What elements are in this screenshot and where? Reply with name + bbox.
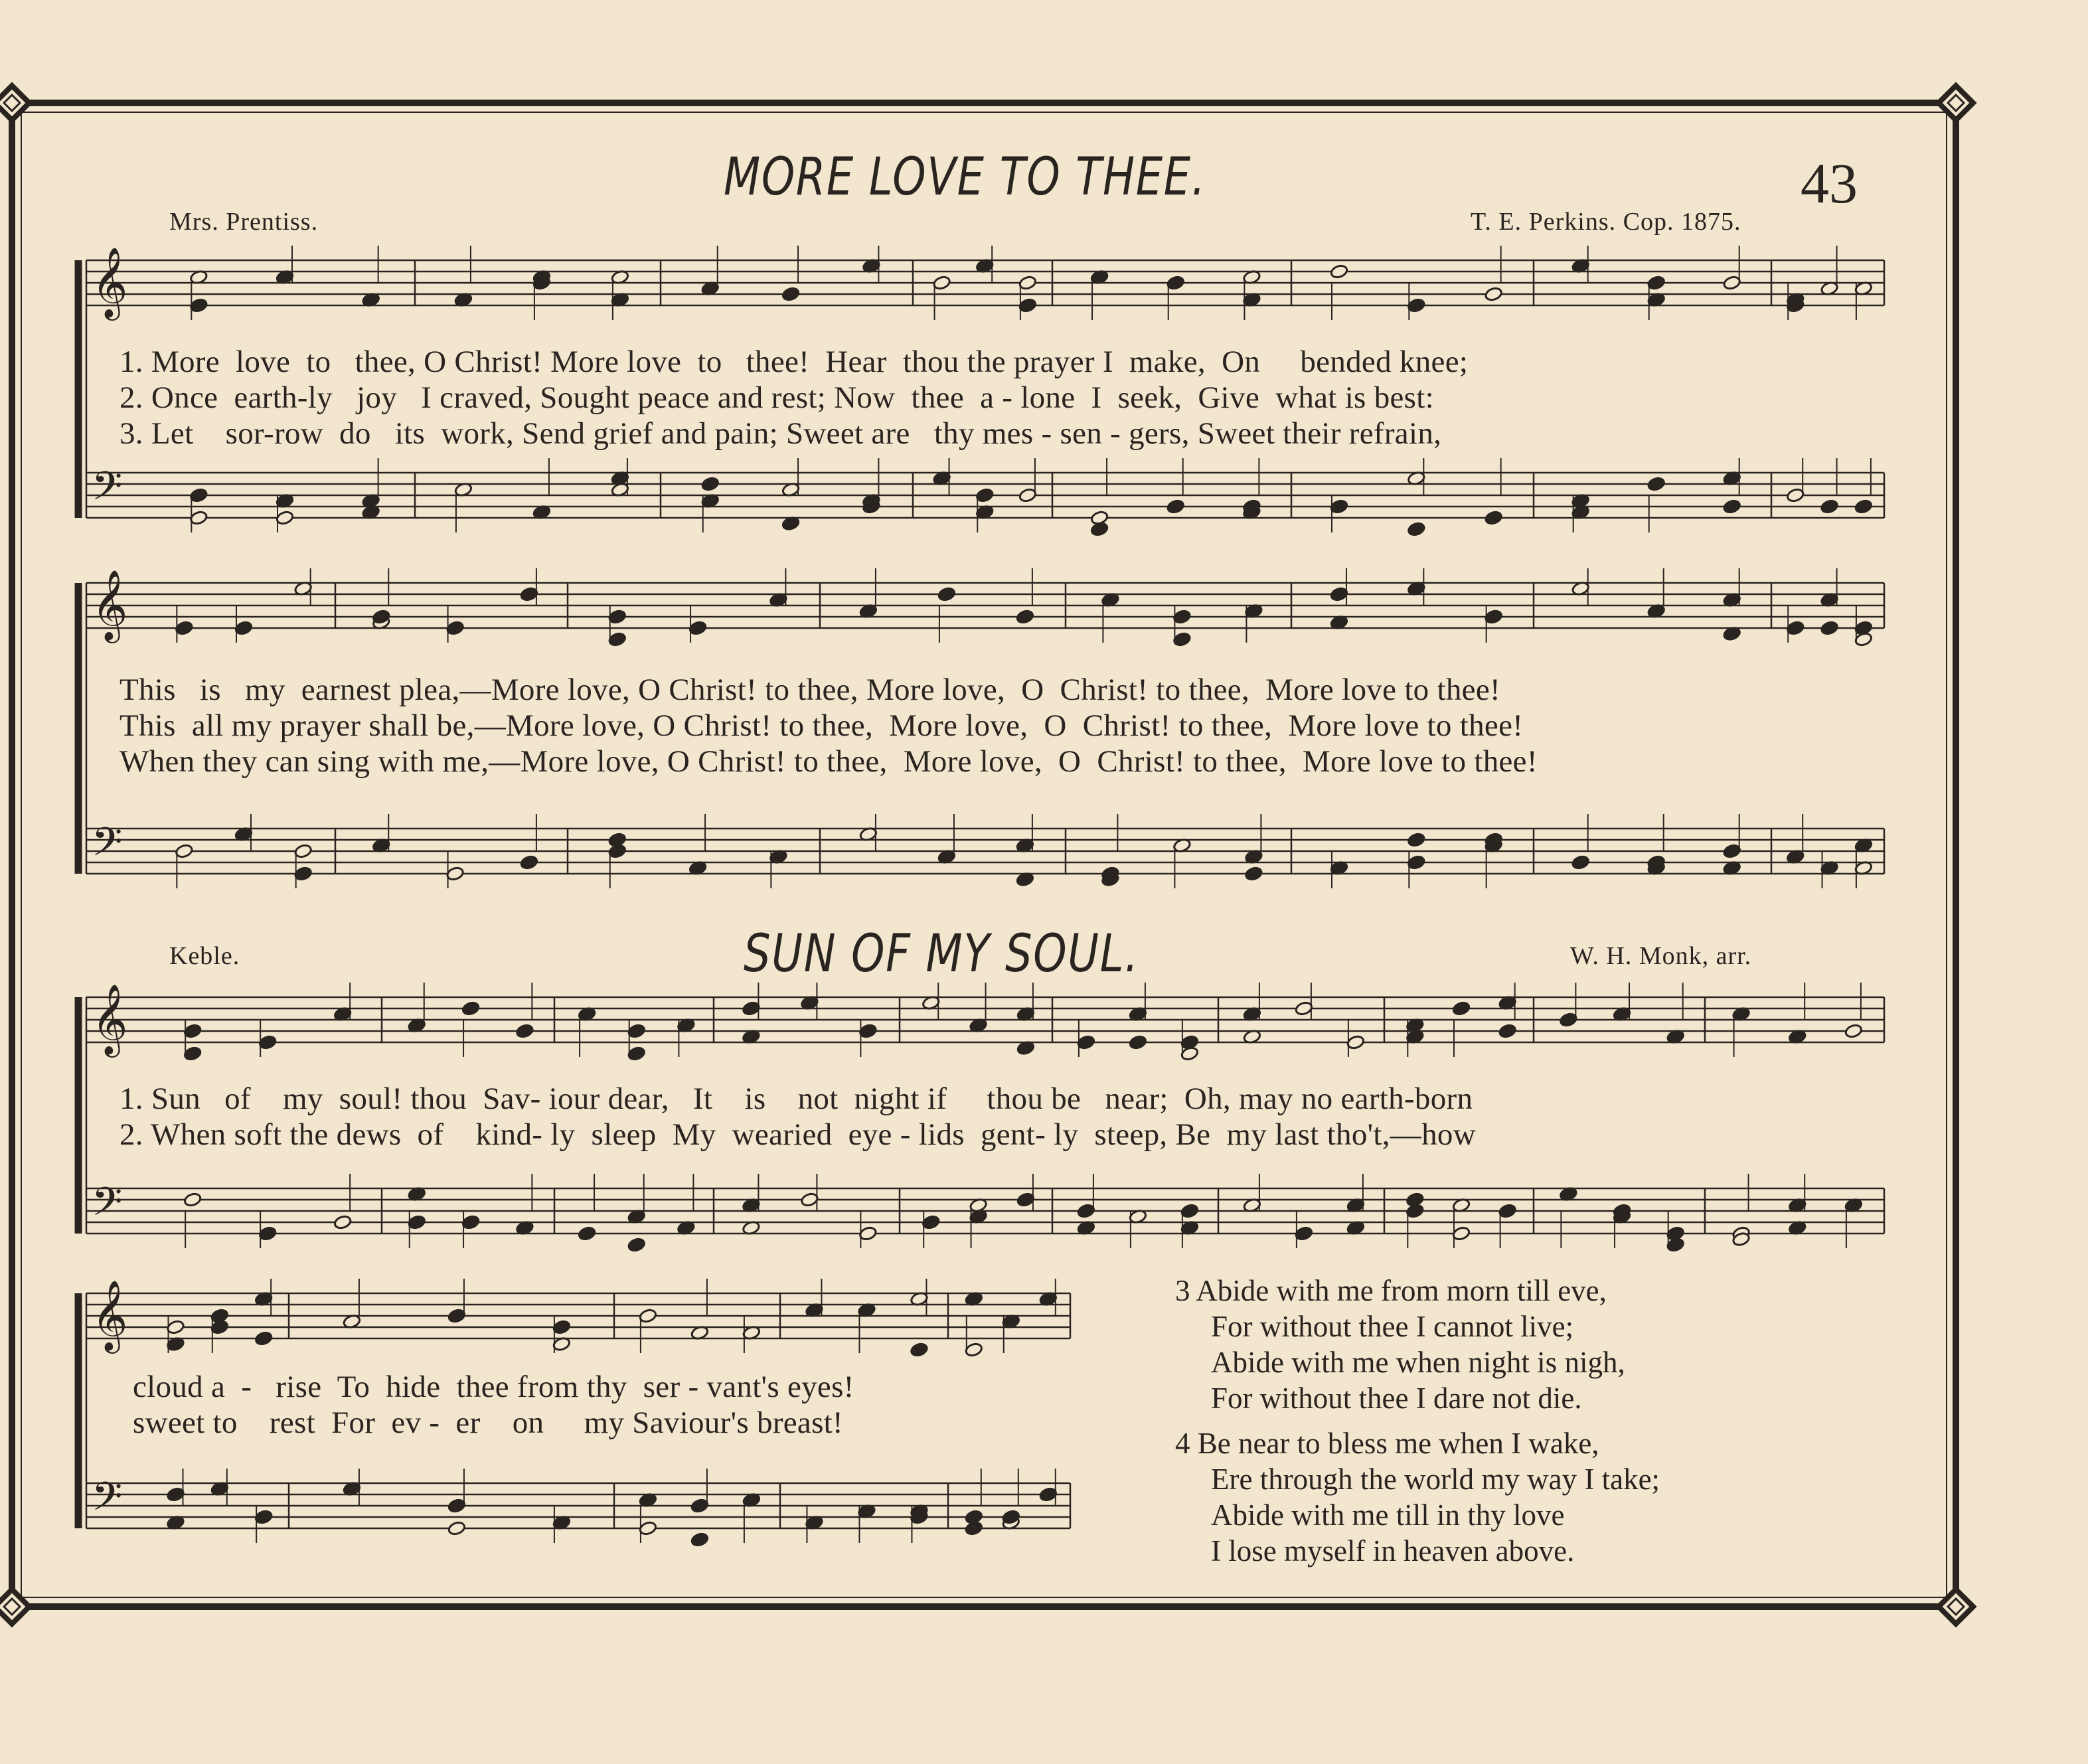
verse-line [1175,1426,1660,1462]
hymn2-lyrics-bottom [133,1369,854,1441]
notehead [1180,1046,1199,1061]
notehead [1854,499,1873,514]
notehead [1405,1203,1424,1218]
notehead [1723,499,1741,514]
notehead [552,1319,571,1334]
notehead [578,1226,596,1241]
notehead [627,1023,646,1038]
notehead [858,1023,877,1038]
notehead [183,1046,202,1061]
verse-text: Be near to bless me when I wake, [1197,1427,1599,1460]
verse-number: 4 [1175,1427,1190,1460]
verse-line: Ere through the world my way I take; [1211,1463,1660,1496]
notehead [1854,631,1873,647]
notehead [447,1520,466,1536]
notehead [1407,521,1425,536]
notehead [781,286,800,301]
hymn2-lyrics-top [120,1081,1476,1153]
notehead [1559,1012,1577,1027]
page-number: 43 [1801,151,1858,215]
notehead [189,297,208,313]
notehead [1346,1034,1365,1050]
notehead [627,1237,646,1252]
verse-line: For without thee I dare not die. [1211,1382,1582,1415]
notehead [1077,1034,1095,1050]
notehead [175,620,193,635]
notehead [639,1308,657,1323]
notehead [1723,275,1741,290]
verse-number: 3 [1175,1274,1190,1307]
notehead [446,866,465,881]
notehead [1090,521,1109,536]
hymn2-verse-3 [1175,1273,1625,1417]
hymn1-author: Mrs. Prentiss. [169,208,319,236]
lyric-line: 2. When soft the dews of kind- ly sleep My wearied eye - lids gent- ly steep, Be my last tho't,—how [120,1117,1476,1152]
notehead [1485,609,1503,624]
notehead [1407,832,1425,847]
hymn2-author: Keble. [169,942,240,970]
notehead [608,843,627,858]
notehead [1647,476,1666,491]
notehead [258,1034,277,1050]
notehead [1016,609,1034,624]
lyric-line: 1. Sun of my soul! thou Sav- iour dear, It is not night if thou be near; Oh, may no earth-born [120,1082,1473,1116]
hymn2-system2-treble-clef: 𝄞 [92,1279,128,1350]
notehead [1485,286,1503,301]
notehead [234,620,253,635]
notehead [1172,609,1191,624]
notehead [922,1214,940,1230]
hymn1-title: MORE LOVE TO THEE. [724,147,1206,207]
hymn2-system1-treble-clef: 𝄞 [92,983,128,1054]
notehead [515,1023,534,1038]
lyric-line: 1. More love to thee, O Christ! More love to thee! Hear thou the prayer I make, On bended knee; [120,345,1469,379]
notehead [933,275,951,290]
verse-line: Abide with me when night is nigh, [1211,1346,1625,1379]
notehead [627,1046,646,1061]
notehead [1666,1237,1685,1252]
notehead [1018,275,1037,290]
hymn1-lyrics-top [120,344,1468,451]
verse-line: Abide with me till in thy love [1211,1498,1565,1532]
notehead [408,1214,426,1230]
notehead [1129,1034,1147,1050]
notehead [461,1001,480,1016]
notehead [608,609,627,624]
notehead [608,631,627,647]
notehead [254,1330,273,1346]
notehead [210,1319,229,1334]
notehead [1452,1226,1471,1241]
notehead [1330,586,1348,601]
notehead [690,1532,709,1547]
hymn2-composer: W. H. Monk, arr. [1570,942,1752,970]
notehead [183,1023,202,1038]
notehead [294,843,313,858]
lyric-line: This is my earnest plea,—More love, O Christ! to thee, More love, O Christ! to thee, More love to thee! [120,673,1500,707]
verse-text: Abide with me from morn till eve, [1196,1274,1607,1307]
notehead [910,1342,928,1357]
notehead [1295,1226,1313,1241]
notehead [688,620,707,635]
hymn1-system1-bass-clef: 𝄢 [92,463,123,519]
notehead [1166,275,1185,290]
notehead [1018,487,1037,503]
notehead [1018,297,1037,313]
notehead [1820,620,1839,635]
notehead [1077,1203,1095,1218]
notehead [166,1486,185,1502]
notehead [800,1192,819,1207]
notehead [446,620,465,635]
notehead [461,1214,480,1230]
notehead [965,1342,983,1357]
notehead [520,586,538,601]
notehead [1498,1023,1517,1038]
notehead [1786,620,1805,635]
lyric-line: cloud a - rise To hide thee from thy ser - vant's eyes! [133,1370,854,1404]
notehead [1295,1001,1313,1016]
notehead [937,586,956,601]
notehead [294,866,313,881]
notehead [1330,264,1348,279]
notehead [1016,1192,1035,1207]
notehead [276,510,294,525]
notehead [1180,1203,1199,1218]
notehead [1407,297,1425,313]
notehead [965,1520,983,1536]
hymn1-lyrics-bottom [120,672,1538,779]
lyric-line: When they can sing with me,—More love, O Christ! to thee, More love, O Christ! to thee, More love to thee! [120,744,1538,779]
verse-line: I lose myself in heaven above. [1211,1534,1575,1567]
notehead [189,487,208,503]
notehead [1172,631,1191,647]
lyric-line: sweet to rest For ev - er on my Saviour's breast! [133,1405,843,1440]
notehead [701,476,720,491]
notehead [1452,1001,1471,1016]
notehead [254,1509,273,1524]
notehead [175,843,193,858]
hymn2-system2-bass-clef: 𝄢 [92,1473,123,1529]
notehead [447,1308,466,1323]
notehead [1723,843,1741,858]
notehead [1039,1486,1058,1502]
notehead [858,1226,877,1241]
notehead [333,1214,352,1230]
notehead [1844,1023,1863,1038]
notehead [1407,854,1425,870]
lyric-line: 3. Let sor-row do its work, Send grief and pain; Sweet are thy mes - sen - gers, Sweet their refrain, [120,416,1442,451]
hymn1-system2-bass-clef: 𝄢 [92,819,123,874]
notehead [1647,275,1666,290]
notehead [639,1520,657,1536]
notehead [1330,499,1348,514]
lyric-line: 2. Once earth-ly joy I craved, Sought peace and rest; Now thee a - lone I seek, Give what is best: [120,380,1434,415]
notehead [975,487,994,503]
hymn1-system2-treble-clef: 𝄞 [92,569,128,640]
notehead [1820,499,1839,514]
hymn1-system1-treble-clef: 𝄞 [92,246,128,317]
notehead [258,1226,277,1241]
notehead [520,854,538,870]
notehead [166,1319,185,1334]
hymn2-title: SUN OF MY SOUL. [744,924,1139,984]
notehead [742,1001,760,1016]
notehead [189,510,208,525]
verse-line: For without thee I cannot live; [1211,1310,1574,1343]
notehead [1244,866,1263,881]
notehead [447,1498,466,1513]
notehead [1571,854,1590,870]
notehead [1166,499,1185,514]
verse-line [1175,1273,1625,1309]
notehead [1786,487,1805,503]
hymn1-composer: T. E. Perkins. Cop. 1875. [1471,208,1741,236]
notehead [1498,1203,1517,1218]
notehead [690,1498,709,1513]
hymn2-system1-bass-clef: 𝄢 [92,1178,123,1234]
notehead [1485,510,1503,525]
notehead [183,1192,202,1207]
hymn2-verse-4 [1175,1426,1660,1569]
lyric-line: This all my prayer shall be,—More love, O Christ! to thee, More love, O Christ! to thee, More love to thee! [120,708,1524,743]
